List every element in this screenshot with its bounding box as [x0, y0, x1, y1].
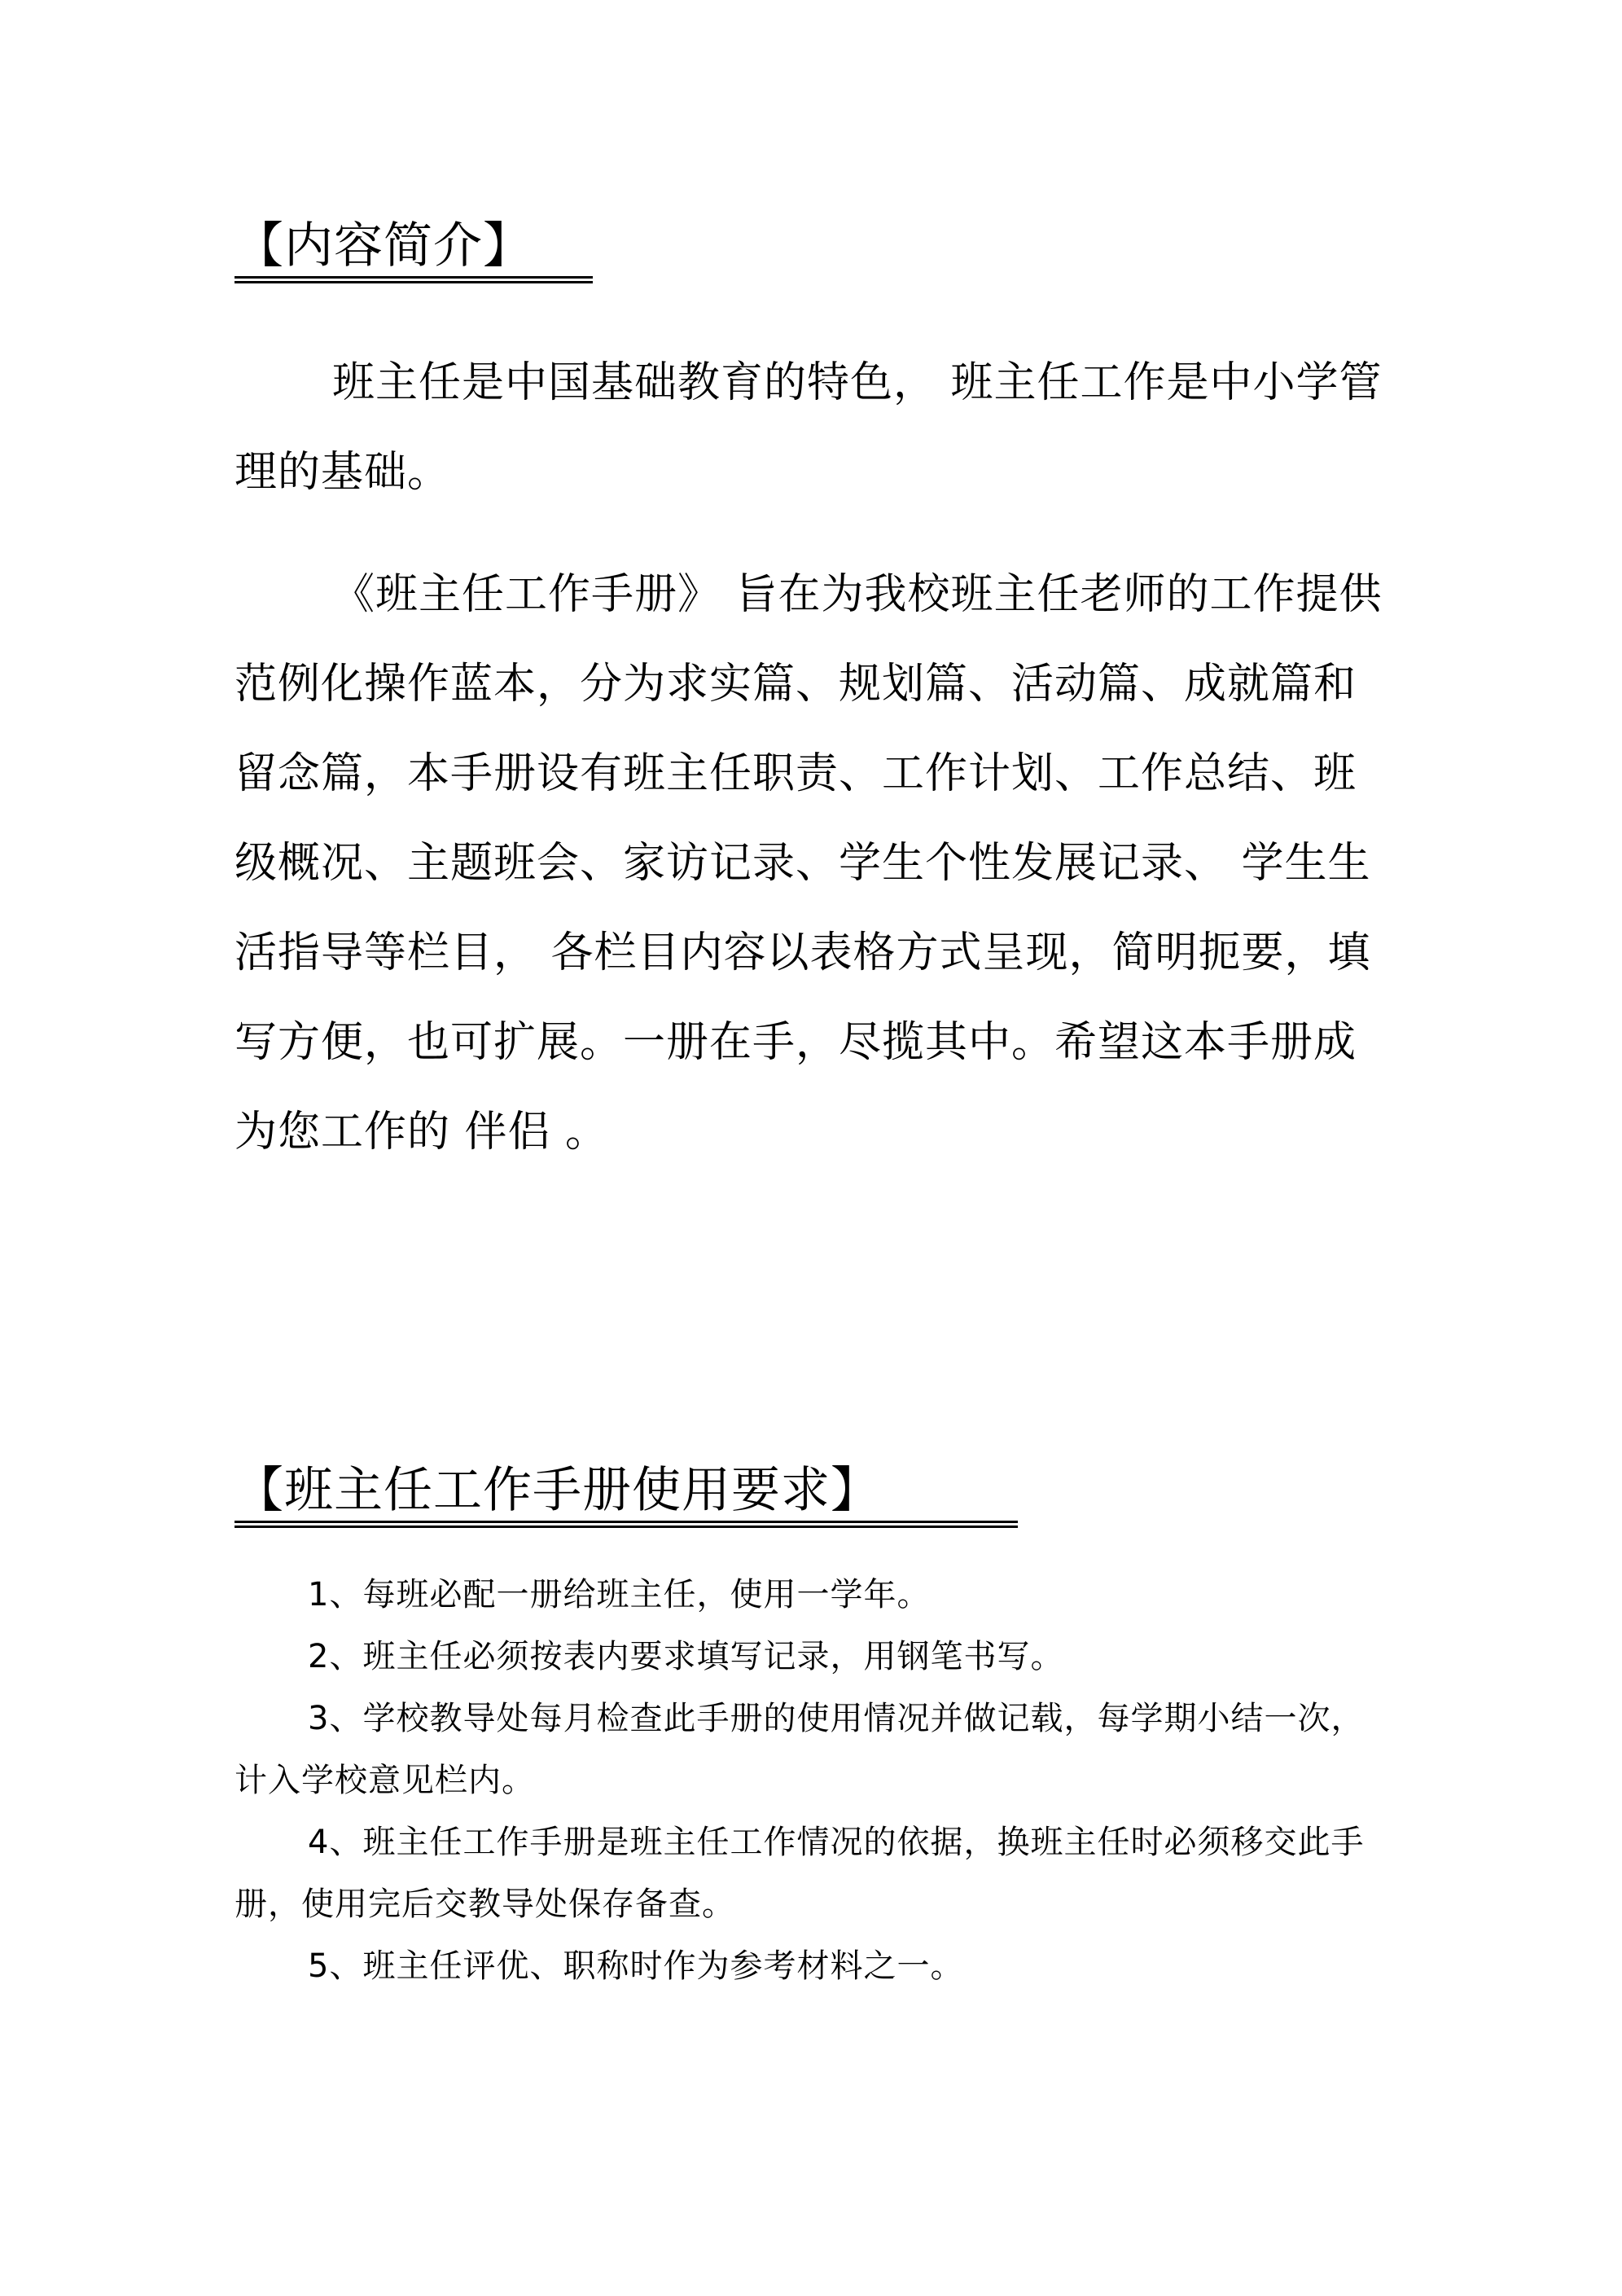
- requirement-item-4: 4、班主任工作手册是班主任工作情况的依据，换班主任时必须移交此手册，使用完后交教导处保存备查。: [235, 1824, 1365, 1923]
- requirements-list: [235, 1564, 1366, 1997]
- intro-heading-underline: [235, 276, 593, 283]
- requirement-item-1: 1、每班必配一册给班主任，使用一学年。: [308, 1576, 931, 1613]
- intro-heading: [235, 217, 533, 283]
- requirement-item-3: 3、学校教导处每月检查此手册的使用情况并做记载，每学期小结一次，计入学校意见栏内。: [235, 1700, 1365, 1799]
- requirement-item-2: 2、班主任必须按表内要求填写记录，用钢笔书写。: [308, 1638, 1064, 1675]
- requirements-heading: [235, 1462, 880, 1528]
- intro-paragraph-2: 《班主任工作手册》 旨在为我校班主任老师的工作提供范例化操作蓝本，分为求实篇、规划篇、活动篇、成就篇和留念篇，本手册设有班主任职责、工作计划、工作总结、班级概况、主题班会、家访记录、学生个性发展记录、 学生生活指导等栏目， 各栏目内容以表格方式呈现，简明扼要，填写方便，也可扩展。一册在手，尽揽其中。希望这本手册成为您工作的 伴侣 。: [235, 570, 1383, 1157]
- requirement-item-5: 5、班主任评优、职称时作为参考材料之一。: [308, 1947, 964, 1985]
- requirements-heading-text: 【班主任工作手册使用要求】: [235, 1462, 880, 1519]
- intro-heading-text: 【内容简介】: [235, 217, 533, 274]
- requirements-heading-underline: [235, 1521, 1018, 1528]
- intro-paragraph-1: 班主任是中国基础教育的特色， 班主任工作是中小学管理的基础。: [235, 358, 1383, 497]
